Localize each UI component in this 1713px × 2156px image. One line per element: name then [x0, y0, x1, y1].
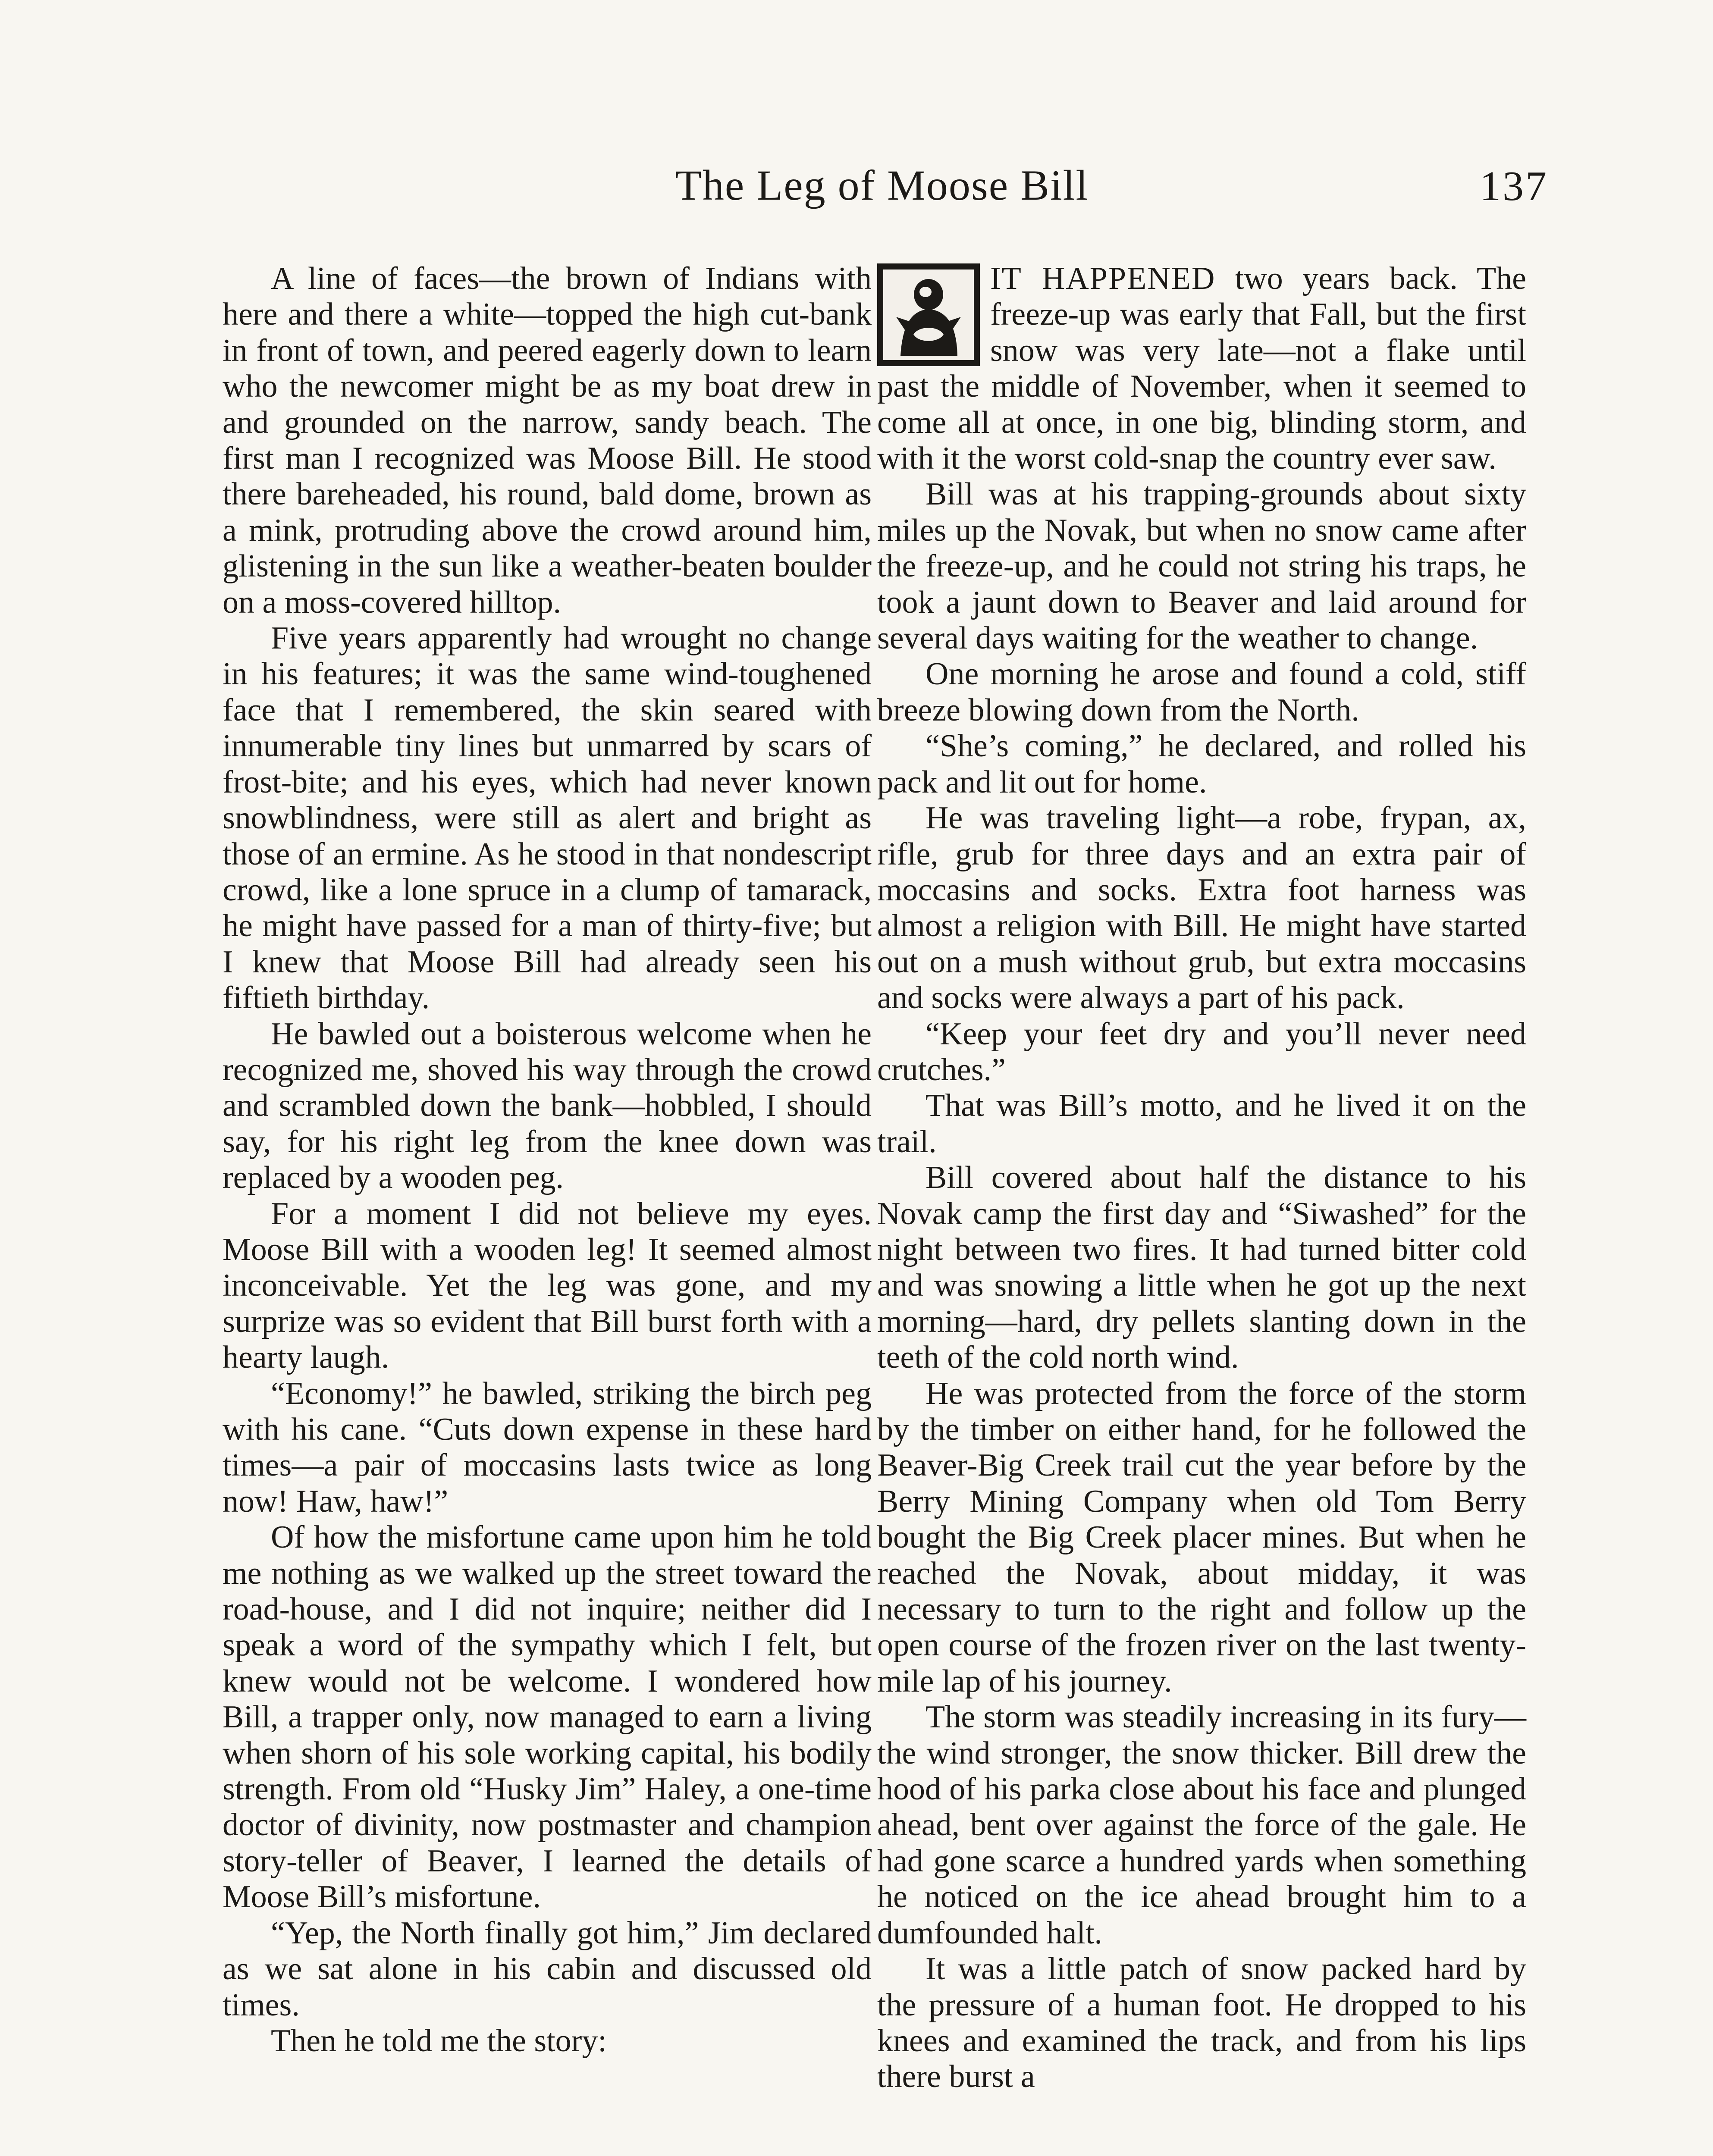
paragraph: “Economy!” he bawled, striking the birch peg with his cane. “Cuts down expense in these hard times—a pair of moccasins lasts twice as long now! Haw, haw!” — [223, 1376, 872, 1519]
paragraph: Five years apparently had wrought no change in his features; it was the same wind-toughened face that I remembered, the skin seared with innumerable tiny lines but unmarred by scars of frost-bite; and his eyes, which had never known snowblindness, were still as alert and bright as those of an ermine. As he stood in that nondescript crowd, like a lone spruce in a clump of tamarack, he might have passed for a man of thirty-five; but I knew that Moose Bill had already seen his fiftieth birthday. — [223, 620, 872, 1016]
page-title: The Leg of Moose Bill — [675, 161, 1089, 209]
paragraph: One morning he arose and found a cold, stiff breeze blowing down from the North. — [877, 656, 1526, 728]
illustrated-initial-icon — [877, 263, 980, 366]
paragraph: A line of faces—the brown of Indians with here and there a white—topped the high cut-bank in front of town, and peered eagerly down to learn who the newcomer might be as my boat drew in and grounded on the narrow, sandy beach. The first man I recognized was Moose Bill. He stood there bareheaded, his round, bald dome, brown as a mink, protruding above the crowd around him, glistening in the sun like a weather-beaten boulder on a moss-covered hilltop. — [223, 261, 872, 620]
paragraph: He was traveling light—a robe, frypan, ax, rifle, grub for three days and an extra pair of moccasins and socks. Extra foot harness was almost a religion with Bill. He might have started out on a mush without grub, but extra moccasins and socks were always a part of his pack. — [877, 800, 1526, 1016]
opening-words: IT HAPPENED — [990, 261, 1216, 296]
paragraph: For a moment I did not believe my eyes. Moose Bill with a wooden leg! It seemed almost inconceivable. Yet the leg was gone, and my surprize was so evident that Bill burst forth with a hearty laugh. — [223, 1196, 872, 1376]
paragraph: “She’s coming,” he declared, and rolled his pack and lit out for home. — [877, 728, 1526, 800]
paragraph: Bill covered about half the distance to his Novak camp the first day and “Siwashed” for the night between two fires. It had turned bitter cold and was snowing a little when he got up the next morning—hard, dry pellets slanting down in the teeth of the cold north wind. — [877, 1160, 1526, 1376]
paragraph: That was Bill’s motto, and he lived it on the trail. — [877, 1088, 1526, 1159]
paragraph: The storm was steadily increasing in its fury—the wind stronger, the snow thicker. Bill drew the hood of his parka close about his face and plunged ahead, bent over against the force of the gale. He had gone scarce a hundred yards when something he noticed on the ice ahead brought him to a dumfounded halt. — [877, 1699, 1526, 1951]
opening-text: two years back. The freeze-up was early that Fall, but the first snow was very late—not a flake until past the middle of November, when it seemed to come all at once, in one big, blinding storm, and with it the worst cold-snap the country ever saw. — [877, 261, 1527, 476]
right-column — [877, 261, 1526, 2095]
page-number: 137 — [1480, 163, 1548, 210]
paragraph: He was protected from the force of the storm by the timber on either hand, for he followed the Beaver-Big Creek trail cut the year before by the Berry Mining Company when old Tom Berry bought the Big Creek placer mines. But when he reached the Novak, about midday, it was necessary to turn to the right and follow up the open course of the frozen river on the last twenty-mile lap of his journey. — [877, 1376, 1526, 1699]
paragraph: He bawled out a boisterous welcome when he recognized me, shoved his way through the crowd and scrambled down the bank—hobbled, I should say, for his right leg from the knee down was replaced by a wooden peg. — [223, 1016, 872, 1196]
paragraph: “Yep, the North finally got him,” Jim declared as we sat alone in his cabin and discussed old times. — [223, 1915, 872, 2023]
paragraph: Then he told me the story: — [271, 2023, 607, 2059]
running-header — [216, 160, 1548, 225]
paragraph: It was a little patch of snow packed hard by the pressure of a human foot. He dropped to his knees and examined the track, and from his lips there burst a — [877, 1951, 1526, 2095]
paragraph: Bill was at his trapping-grounds about sixty miles up the Novak, but when no snow came after the freeze-up, and he could not string his traps, he took a jaunt down to Beaver and laid around for several days waiting for the weather to change. — [877, 476, 1526, 656]
opening-paragraph — [877, 261, 1526, 476]
paragraph: Of how the misfortune came upon him he told me nothing as we walked up the street toward the road-house, and I did not inquire; neither did I speak a word of the sympathy which I felt, but knew would not be welcome. I wondered how Bill, a trapper only, now managed to earn a living when shorn of his sole working capital, his bodily strength. From old “Husky Jim” Haley, a one-time doctor of divinity, now postmaster and champion story-teller of Beaver, I learned the details of Moose Bill’s misfortune. — [223, 1520, 872, 1915]
left-column — [223, 261, 872, 2059]
paragraph: “Keep your feet dry and you’ll never need crutches.” — [877, 1016, 1526, 1087]
